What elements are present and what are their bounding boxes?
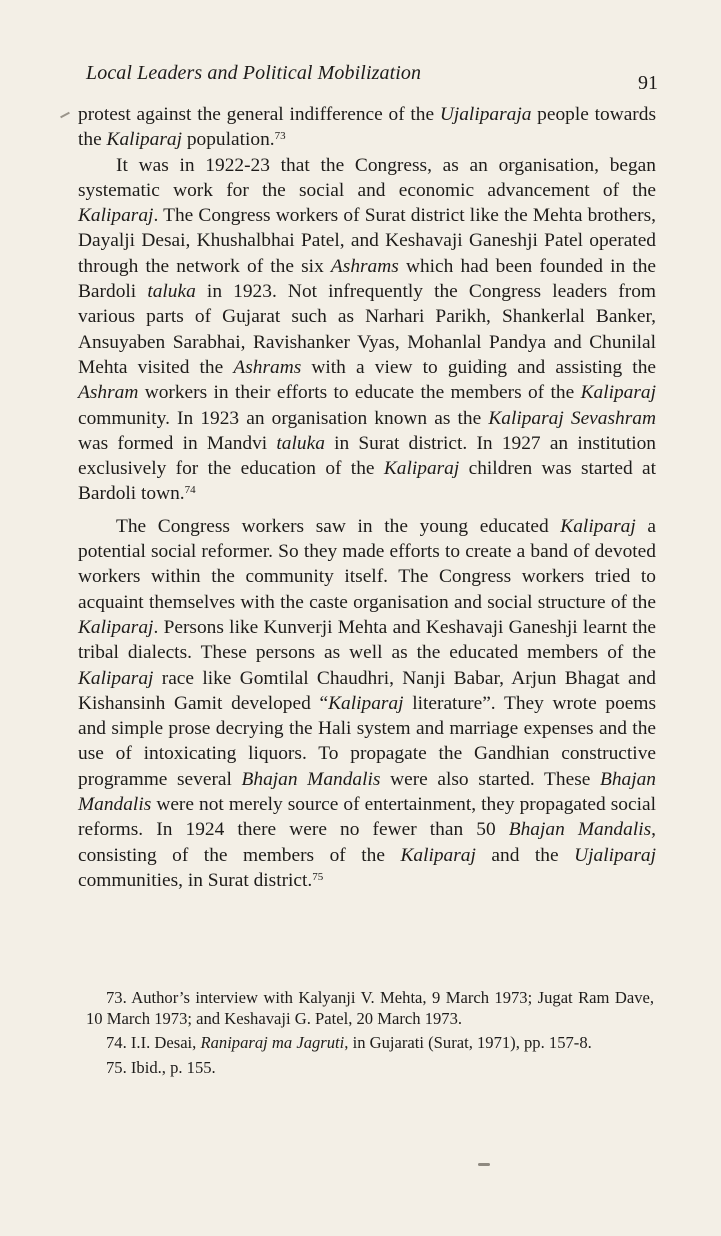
page-number: 91 [638,72,658,94]
paragraph-1: protest against the general indifference of the Ujaliparaja people towards the Kaliparaj population.$^{73}$ [78,104,656,151]
footnote-75: 75. Ibid., p. 155. [106,1057,216,1077]
ink-speck [478,1163,490,1166]
footnote-74: 74. I.I. Desai, Raniparaj ma Jagruti, in Gujarati (Surat, 1971), pp. 157-8. [106,1033,592,1052]
body-text [78,102,656,893]
page-header [86,62,658,96]
pencil-mark [60,112,70,118]
paragraph-2: It was in 1922-23 that the Congress, as an organisation, began systematic work for the social and economic advancement of the Kaliparaj. The Congress workers of Surat district like the Mehta brothers, Dayalji Desai, Khushalbhai Patel, and Keshavaji Ganeshji Patel operated through the network of the six Ashrams which had been founded in the Bardoli taluka in 1923. Not infrequently the Congress leaders from various parts of Gujarat such as Narhari Parikh, Shankerlal Banker, Ansuyaben Sarabhai, Ravishanker Vyas, Mohanlal Pandya and Chunilal Mehta visited the Ashrams with a view to guiding and assisting the Ashram workers in their efforts to educate the members of the Kaliparaj community. In 1923 an organisation known as the Kaliparaj Sevashram was formed in Mandvi taluka in Surat district. In 1927 an institution exclusively for the education of the Kaliparaj children was started at Bardoli town.$^{74}$ [78,154,657,505]
footnote-ref-74: 74 [184,484,196,497]
footnotes [86,988,654,1078]
footnote-73: 73. Author’s interview with Kalyanji V. Mehta, 9 March 1973; Jugat Ram Dave, 10 March 1973; and Keshavaji G. Patel, 20 March 1973. [86,988,654,1028]
footnote-ref-73: 73 [274,130,286,143]
footnote-ref-75: 75 [312,870,324,883]
paragraph-3: The Congress workers saw in the young educated Kaliparaj a potential social reformer. So they made efforts to create a band of devoted workers within the community itself. The Congress workers tried to acquaint themselves with the caste organisation and social structure of the Kaliparaj. Persons like Kunverji Mehta and Keshavaji Ganeshji learnt the tribal dialects. These persons as well as the educated members of the Kaliparaj race like Gomtilal Chaudhri, Nanji Babar, Arjun Bhagat and Kishansinh Gamit developed “Kaliparaj literature”. They wrote poems and simple prose decrying the Hali system and marriage expenses and the use of intoxicating liquors. To propagate the Gandhian constructive programme several Bhajan Mandalis were also started. These Bhajan Mandalis were not merely source of entertainment, they propagated social reforms. In 1924 there were no fewer than 50 Bhajan Mandalis, consisting of the members of the Kaliparaj and the Ujaliparaj communities, in Surat district.$^{75}$ [78,515,656,891]
running-title: Local Leaders and Political Mobilization [86,62,422,84]
